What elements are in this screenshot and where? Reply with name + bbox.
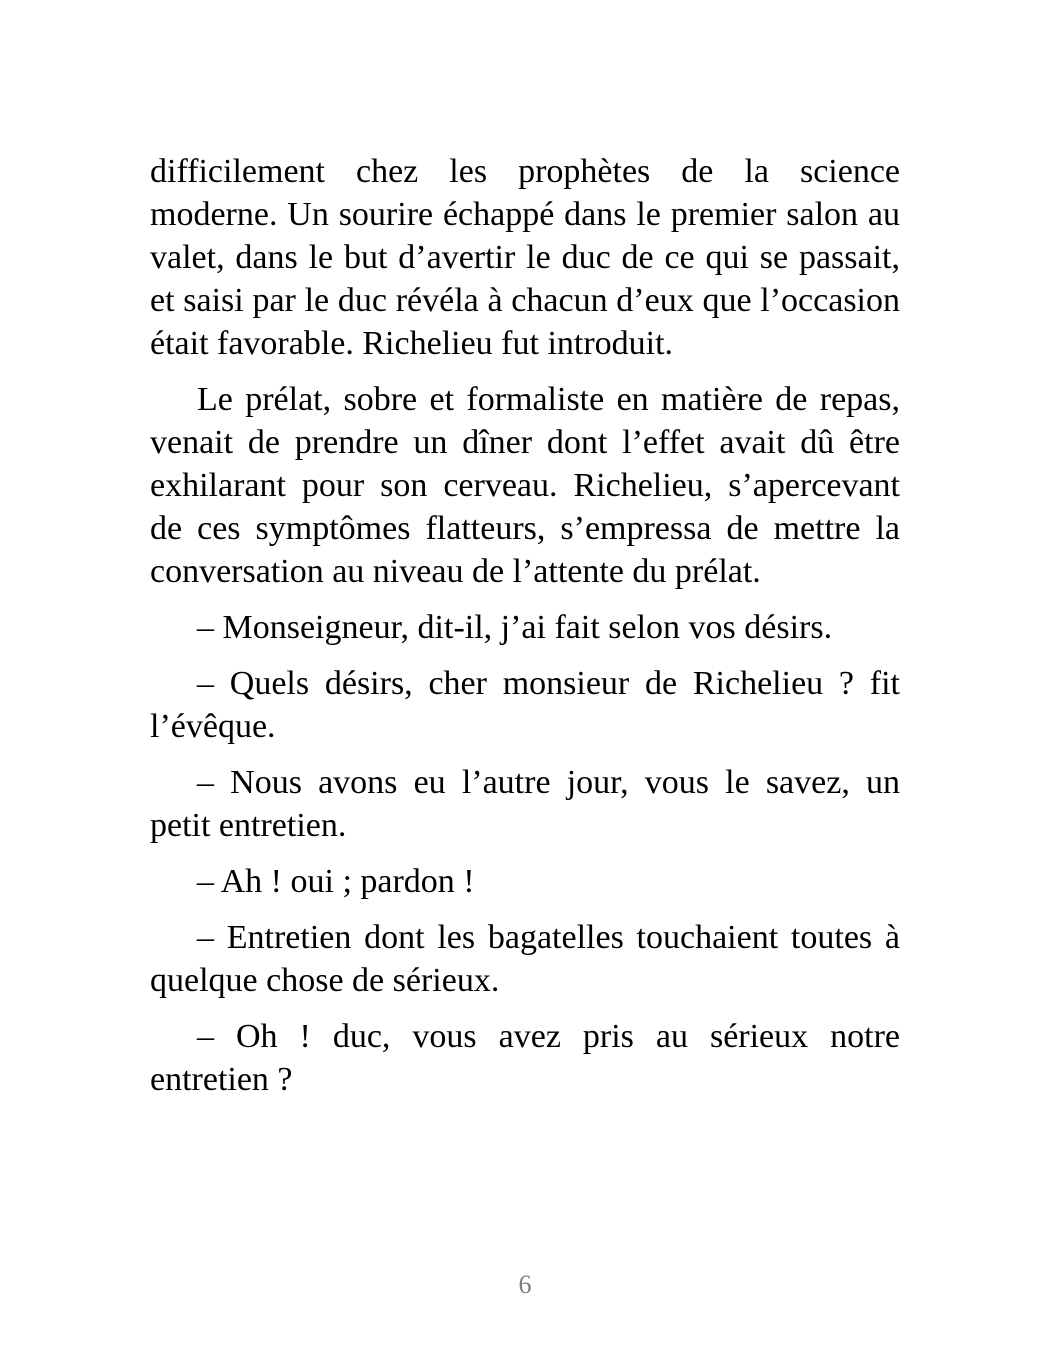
dialogue-line: – Monseigneur, dit-il, j’ai fait selon vos désirs.	[197, 609, 833, 646]
body-text	[150, 150, 900, 1114]
dialogue-line: – Oh ! duc, vous avez pris au sérieux notre entretien ?	[150, 1018, 900, 1098]
paragraph-continued: difficilement chez les prophètes de la science moderne. Un sourire échappé dans le premier salon au valet, dans le but d’avertir le duc de ce qui se passait, et saisi par le duc révéla à chacun d’eux que l’occasion était favorable. Richelieu fut introduit.	[150, 153, 900, 362]
paragraph-narration: Le prélat, sobre et formaliste en matière de repas, venait de prendre un dîner dont l’effet avait dû être exhilarant pour son cerveau. Richelieu, s’apercevant de ces symptômes flatteurs, s’empressa de mettre la conversation au niveau de l’attente du prélat.	[150, 381, 900, 590]
dialogue-line: – Nous avons eu l’autre jour, vous le savez, un petit entretien.	[150, 764, 900, 844]
dialogue-line: – Entretien dont les bagatelles touchaient toutes à quelque chose de sérieux.	[150, 919, 900, 999]
dialogue-line: – Ah ! oui ; pardon !	[197, 863, 475, 900]
page-number: 6	[518, 1270, 532, 1299]
dialogue-line: – Quels désirs, cher monsieur de Richelieu ? fit l’évêque.	[150, 665, 900, 745]
